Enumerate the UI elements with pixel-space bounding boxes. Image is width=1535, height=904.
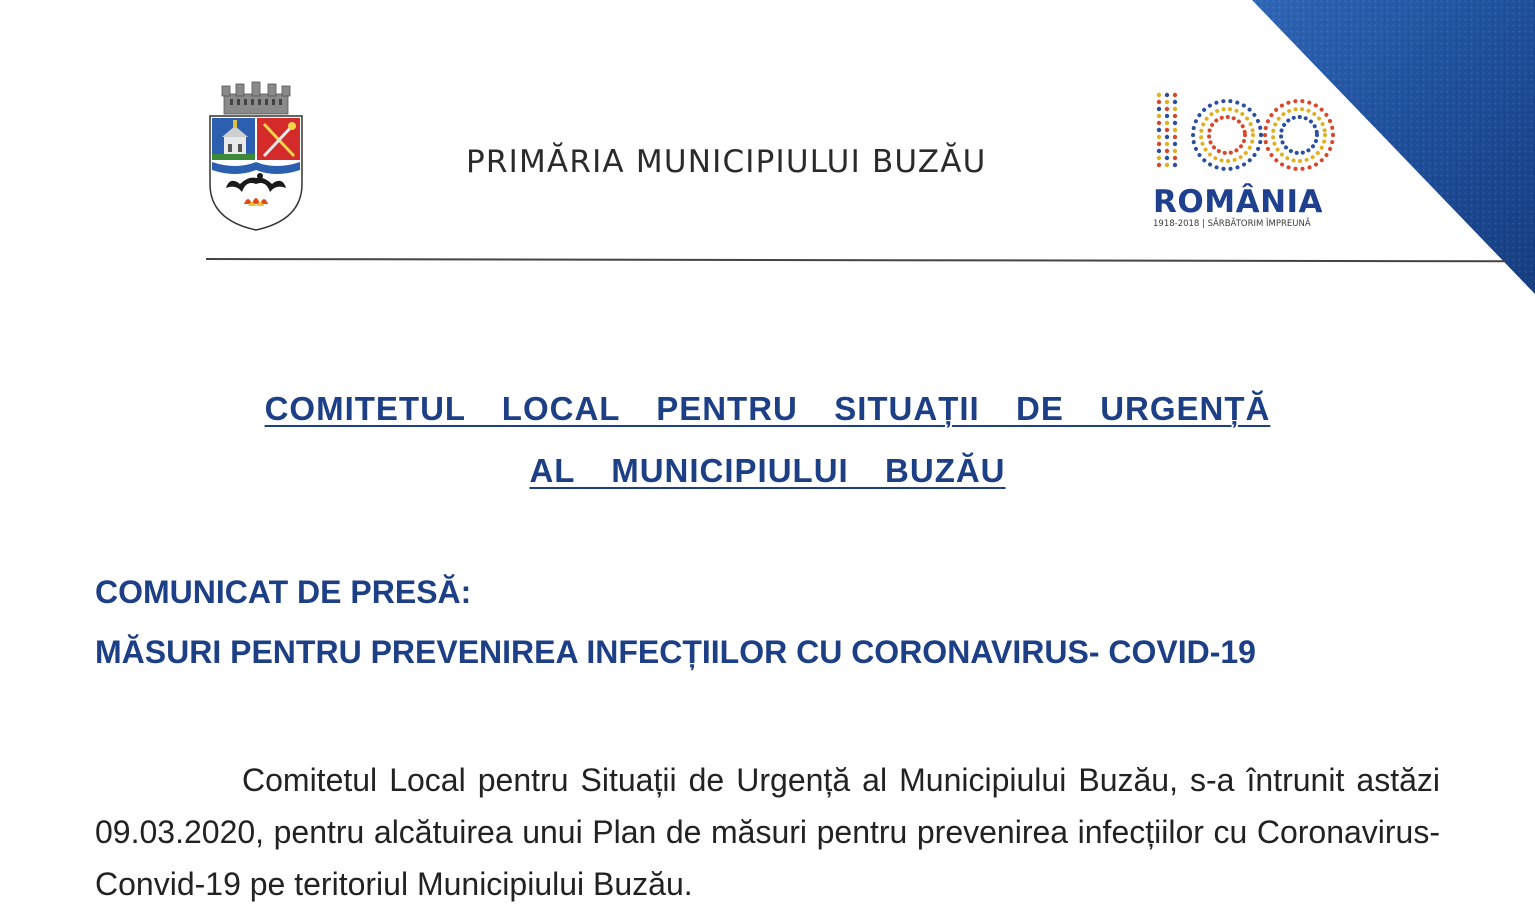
body-paragraph: Comitetul Local pentru Situații de Urgență al Municipiului Buzău, s-a întrunit astăzi 09.03.2020, pentru alcătuirea unui Plan de măsuri pentru prevenirea infecțiilor cu Coronavirus- Convid-19 pe teritoriul Municipiului Buzău. — [95, 762, 1440, 902]
institution-title: PRIMĂRIA MUNICIPIULUI BUZĂU — [466, 144, 987, 180]
committee-title-line-2-text: AL MUNICIPIULUI BUZĂU — [529, 452, 1006, 489]
centenary-wordmark: ROMÂNIA — [1153, 184, 1324, 220]
committee-title-line-2 — [0, 452, 1535, 490]
press-release-subject: MĂSURI PENTRU PREVENIREA INFECȚIILOR CU CORONAVIRUS- COVID-19 — [95, 634, 1256, 670]
committee-title-line-1-text: COMITETUL LOCAL PENTRU SITUAȚII DE URGENȚĂ — [264, 390, 1271, 427]
committee-title-line-1 — [0, 390, 1535, 428]
centenary-digit-one — [1157, 93, 1177, 167]
centenary-digit-zero-1 — [1193, 101, 1261, 169]
centenary-tagline: 1918-2018 | SĂRBĂTORIM ÎMPREUNĂ — [1153, 219, 1311, 229]
buzau-coat-of-arms — [206, 80, 306, 232]
press-release-label: COMUNICAT DE PRESĂ: — [95, 574, 472, 610]
centenary-digit-zero-2 — [1265, 101, 1333, 169]
